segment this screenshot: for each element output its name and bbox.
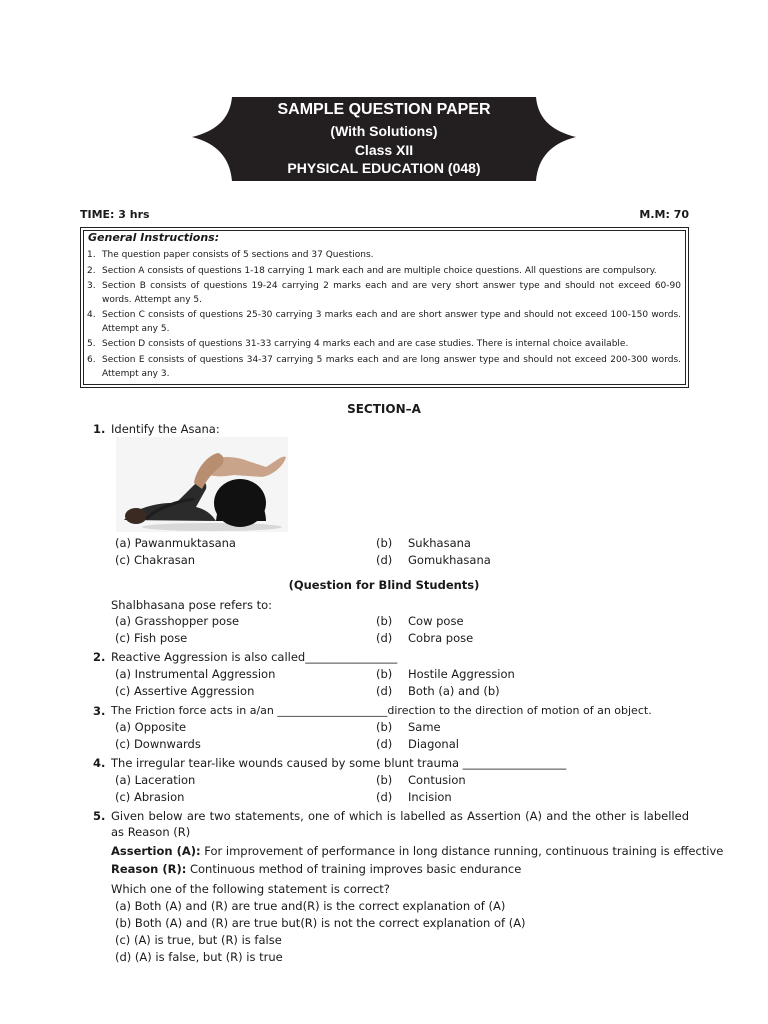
question-text: Given below are two statements, one of which is labelled as Assertion (A) and the other is labelled as Reason (R) — [111, 809, 689, 839]
class-label: Class XII — [354, 142, 414, 158]
instruction-item: 5. Section D consists of questions 31-33 carrying 4 marks each and are case studies. There is internal choice available. — [87, 339, 629, 349]
option-c: (c) (A) is true, but (R) is false — [115, 933, 282, 947]
option-b-text: Sukhasana — [408, 536, 471, 550]
option-d-text: Gomukhasana — [408, 553, 491, 567]
option-d-label: (d) — [376, 737, 393, 751]
option-d-label: (d) — [376, 684, 393, 698]
option-d-text: Incision — [408, 790, 452, 804]
option-b-text: Cow pose — [408, 614, 464, 628]
option-d-label: (d) — [376, 553, 393, 567]
reason-label: Reason (R): — [111, 862, 187, 876]
max-marks-label: M.M: 70 — [639, 208, 689, 221]
question-number: 2. — [93, 650, 106, 664]
option-d-text: Both (a) and (b) — [408, 684, 500, 698]
instruction-item: 6. Section E consists of questions 34-37 carrying 5 marks each and are long answer type and should not exceed 200-300 words. Attempt any 3. — [87, 355, 681, 379]
option-d-label: (d) — [376, 631, 393, 645]
question-number: 4. — [93, 756, 106, 770]
question-number: 5. — [93, 809, 106, 823]
time-label: TIME: 3 hrs — [80, 208, 150, 221]
option-b-text: Same — [408, 720, 441, 734]
assertion-text: For improvement of performance in long distance running, continuous training is effective — [200, 844, 724, 858]
title-banner — [192, 97, 576, 181]
option-c: (c) Abrasion — [115, 790, 185, 804]
instruction-item: 4. Section C consists of questions 25-30 carrying 3 marks each and are short answer type and should not exceed 100-150 words. Attempt any 5. — [87, 310, 681, 334]
instruction-item: 2. Section A consists of questions 1-18 carrying 1 mark each and are multiple choice questions. All questions are compulsory. — [87, 266, 657, 276]
paper-title: SAMPLE QUESTION PAPER — [277, 101, 491, 118]
option-a: (a) Laceration — [115, 773, 196, 787]
question-prompt: Which one of the following statement is correct? — [111, 882, 390, 896]
option-d-text: Diagonal — [408, 737, 459, 751]
assertion-line — [111, 843, 723, 859]
general-instructions-box — [80, 227, 689, 388]
question-number: 3. — [93, 704, 106, 718]
option-b-text: Hostile Aggression — [408, 667, 515, 681]
option-c: (c) Chakrasan — [115, 553, 196, 567]
blind-question-text: Shalbhasana pose refers to: — [111, 598, 273, 612]
instructions-heading: General Instructions: — [88, 231, 220, 244]
question-text: The irregular tear-like wounds caused by some blunt trauma __________________ — [111, 756, 567, 770]
option-a: (a) Both (A) and (R) are true and(R) is the correct explanation of (A) — [115, 899, 506, 913]
reason-text: Continuous method of training improves basic endurance — [186, 862, 522, 876]
section-title: SECTION–A — [347, 402, 421, 416]
question-text: Identify the Asana: — [111, 422, 220, 436]
blind-students-heading: (Question for Blind Students) — [288, 578, 480, 592]
option-b-text: Contusion — [408, 773, 466, 787]
option-b-label: (b) — [376, 614, 393, 628]
option-a: (a) Instrumental Aggression — [115, 667, 276, 681]
instruction-item: 3. Section B consists of questions 19-24 carrying 2 marks each and are very short answer type and should not exceed 60-90 words. Attempt any 5. — [87, 281, 681, 305]
option-c: (c) Downwards — [115, 737, 201, 751]
reason-line — [111, 861, 521, 877]
option-d-text: Cobra pose — [408, 631, 474, 645]
option-a: (a) Grasshopper pose — [115, 614, 240, 628]
assertion-label: Assertion (A): — [111, 844, 201, 858]
option-b-label: (b) — [376, 773, 393, 787]
option-b: (b) Both (A) and (R) are true but(R) is not the correct explanation of (A) — [115, 916, 526, 930]
question-number: 1. — [93, 422, 106, 436]
option-d: (d) (A) is false, but (R) is true — [115, 950, 283, 964]
question-text: The Friction force acts in a/an ____________________direction to the direction of motion of an object. — [111, 704, 652, 717]
option-d-label: (d) — [376, 790, 393, 804]
question-text: Reactive Aggression is also called________________ — [111, 650, 398, 664]
option-b-label: (b) — [376, 720, 393, 734]
option-b-label: (b) — [376, 667, 393, 681]
option-a: (a) Pawanmuktasana — [115, 536, 236, 550]
option-c: (c) Fish pose — [115, 631, 188, 645]
paper-subtitle: (With Solutions) — [330, 123, 438, 139]
option-a: (a) Opposite — [115, 720, 187, 734]
subject-label: PHYSICAL EDUCATION (048) — [287, 160, 481, 176]
option-b-label: (b) — [376, 536, 393, 550]
option-c: (c) Assertive Aggression — [115, 684, 255, 698]
asana-image — [116, 437, 288, 532]
instruction-item: 1. The question paper consists of 5 sections and 37 Questions. — [87, 250, 374, 260]
